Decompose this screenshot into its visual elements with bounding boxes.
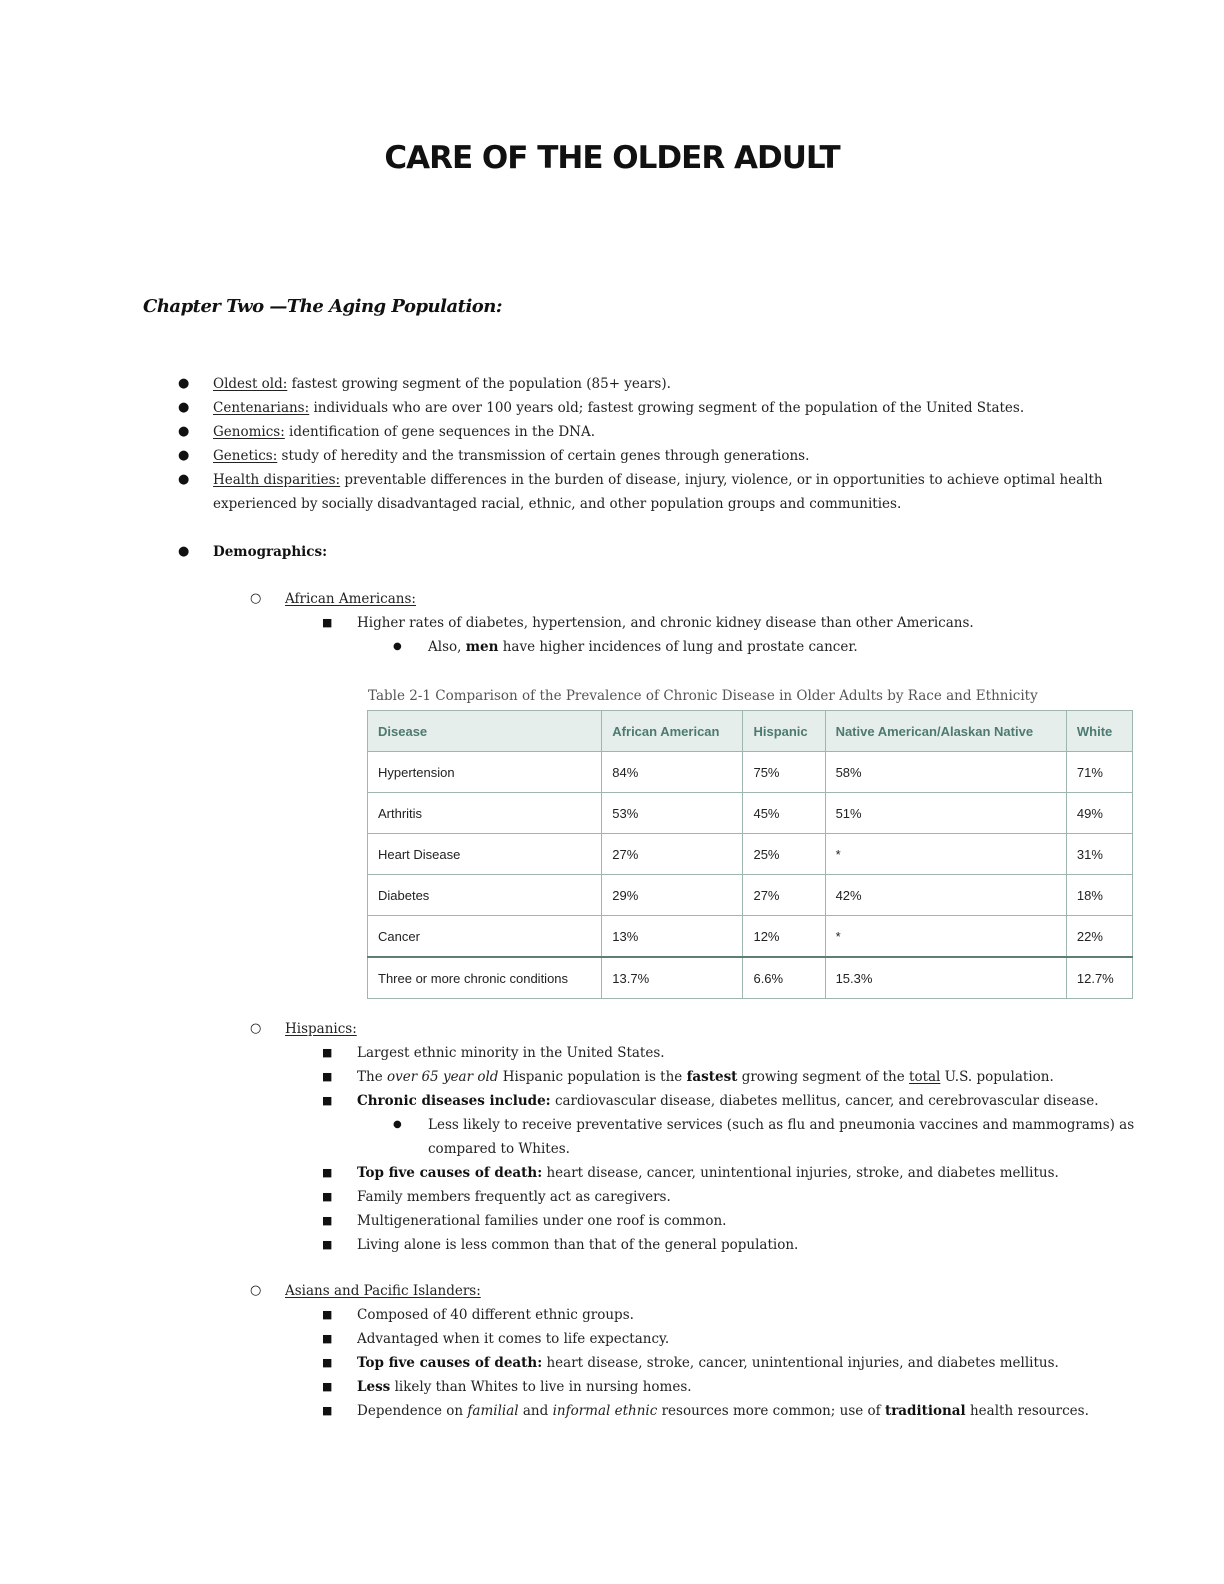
list-item: Also, men have higher incidences of lung and prostate cancer. xyxy=(428,639,858,655)
bullet-square: ■ xyxy=(322,1380,333,1393)
table-cell: 12.7% xyxy=(1066,957,1132,999)
bullet-square: ■ xyxy=(322,1214,333,1227)
list-item: Top five causes of death: heart disease, cancer, unintentional injuries, stroke, and diabetes mellitus. xyxy=(357,1165,1059,1181)
bullet-square: ■ xyxy=(322,1308,333,1321)
table-cell: * xyxy=(825,834,1066,875)
african-americans-heading: African Americans: xyxy=(285,591,416,607)
bullet-circle: ○ xyxy=(250,1021,262,1036)
list-item: Health disparities: preventable differences in the burden of disease, injury, violence, or in opportunities to achieve optimal health xyxy=(213,472,1103,488)
list-item: The over 65 year old Hispanic population is the fastest growing segment of the total U.S. population. xyxy=(357,1069,1054,1085)
column-header: African American xyxy=(602,711,743,752)
column-header: Native American/Alaskan Native xyxy=(825,711,1066,752)
bullet-square: ■ xyxy=(322,1070,333,1083)
list-item: Top five causes of death: heart disease, stroke, cancer, unintentional injuries, and diabetes mellitus. xyxy=(357,1355,1059,1371)
table-cell: 71% xyxy=(1066,752,1132,793)
bullet-square: ■ xyxy=(322,1094,333,1107)
table-cell: 12% xyxy=(743,916,825,958)
list-item: Family members frequently act as caregivers. xyxy=(357,1189,671,1205)
bullet-square: ■ xyxy=(322,1190,333,1203)
column-header: Hispanic xyxy=(743,711,825,752)
term: Genetics: xyxy=(213,448,278,464)
bullet-disc: ● xyxy=(178,376,190,391)
bullet-disc: ● xyxy=(178,400,190,415)
table-cell: 15.3% xyxy=(825,957,1066,999)
term: Genomics: xyxy=(213,424,285,440)
chronic-disease-table xyxy=(367,710,1133,999)
list-item: Advantaged when it comes to life expectancy. xyxy=(357,1331,670,1347)
list-item: Less likely to receive preventative services (such as flu and pneumonia vaccines and mammograms) as xyxy=(428,1117,1135,1133)
bullet-disc: ● xyxy=(393,1119,402,1130)
table-cell: 53% xyxy=(602,793,743,834)
table-cell: Three or more chronic conditions xyxy=(368,957,602,999)
bullet-disc: ● xyxy=(178,448,190,463)
table-row xyxy=(368,875,1133,916)
bullet-square: ■ xyxy=(322,1404,333,1417)
list-item: Multigenerational families under one roof is common. xyxy=(357,1213,727,1229)
list-item: Chronic diseases include: cardiovascular disease, diabetes mellitus, cancer, and cerebrovascular disease. xyxy=(357,1093,1099,1109)
list-item-continuation: compared to Whites. xyxy=(428,1141,570,1157)
bullet-square: ■ xyxy=(322,1046,333,1059)
table-cell: 13.7% xyxy=(602,957,743,999)
list-item: Less likely than Whites to live in nursing homes. xyxy=(357,1379,692,1395)
table-cell: Hypertension xyxy=(368,752,602,793)
bullet-disc: ● xyxy=(393,641,402,652)
table-row xyxy=(368,752,1133,793)
table-cell: 75% xyxy=(743,752,825,793)
table-row xyxy=(368,834,1133,875)
table-cell: 42% xyxy=(825,875,1066,916)
table-cell: * xyxy=(825,916,1066,958)
list-item: Composed of 40 different ethnic groups. xyxy=(357,1307,634,1323)
asians-heading: Asians and Pacific Islanders: xyxy=(285,1283,481,1299)
list-item: Genetics: study of heredity and the transmission of certain genes through generations. xyxy=(213,448,810,464)
table-cell: 31% xyxy=(1066,834,1132,875)
column-header: Disease xyxy=(368,711,602,752)
bullet-square: ■ xyxy=(322,616,333,629)
table-cell: Arthritis xyxy=(368,793,602,834)
bullet-circle: ○ xyxy=(250,591,262,606)
table-cell: 51% xyxy=(825,793,1066,834)
table-cell: 6.6% xyxy=(743,957,825,999)
table-cell: 84% xyxy=(602,752,743,793)
table-row xyxy=(368,916,1133,958)
list-item: Largest ethnic minority in the United States. xyxy=(357,1045,665,1061)
table-cell: 49% xyxy=(1066,793,1132,834)
table-cell: 25% xyxy=(743,834,825,875)
chapter-heading: Chapter Two —The Aging Population: xyxy=(143,296,503,317)
hispanics-heading: Hispanics: xyxy=(285,1021,357,1037)
table-cell: 58% xyxy=(825,752,1066,793)
table-caption: Table 2-1 Comparison of the Prevalence of Chronic Disease in Older Adults by Race and Ethnicity xyxy=(368,688,1038,704)
bullet-disc: ● xyxy=(178,544,190,559)
bullet-disc: ● xyxy=(178,424,190,439)
list-item: Dependence on familial and informal ethnic resources more common; use of traditional health resources. xyxy=(357,1403,1089,1419)
bullet-square: ■ xyxy=(322,1166,333,1179)
bullet-square: ■ xyxy=(322,1332,333,1345)
list-item-continuation: experienced by socially disadvantaged racial, ethnic, and other population groups and communities. xyxy=(213,496,902,512)
list-item: Centenarians: individuals who are over 100 years old; fastest growing segment of the population of the United States. xyxy=(213,400,1025,416)
list-item: Oldest old: fastest growing segment of the population (85+ years). xyxy=(213,376,671,392)
list-item: Genomics: identification of gene sequences in the DNA. xyxy=(213,424,596,440)
bullet-disc: ● xyxy=(178,472,190,487)
column-header: White xyxy=(1066,711,1132,752)
table-cell: Diabetes xyxy=(368,875,602,916)
table-cell: 45% xyxy=(743,793,825,834)
term: Oldest old: xyxy=(213,376,288,392)
bullet-circle: ○ xyxy=(250,1283,262,1298)
term: Health disparities: xyxy=(213,472,341,488)
bullet-square: ■ xyxy=(322,1356,333,1369)
table-cell: 27% xyxy=(743,875,825,916)
table-header-row xyxy=(368,711,1133,752)
table-cell: Cancer xyxy=(368,916,602,958)
page-title: CARE OF THE OLDER ADULT xyxy=(384,140,840,176)
list-item: Living alone is less common than that of the general population. xyxy=(357,1237,799,1253)
table-cell: 13% xyxy=(602,916,743,958)
table-cell: 29% xyxy=(602,875,743,916)
table-row xyxy=(368,793,1133,834)
table-cell: 27% xyxy=(602,834,743,875)
table-cell: 22% xyxy=(1066,916,1132,958)
table-cell: 18% xyxy=(1066,875,1132,916)
list-item: Higher rates of diabetes, hypertension, and chronic kidney disease than other Americans. xyxy=(357,615,974,631)
table-cell: Heart Disease xyxy=(368,834,602,875)
table-row xyxy=(368,957,1133,999)
bullet-square: ■ xyxy=(322,1238,333,1251)
demographics-heading: Demographics: xyxy=(213,544,328,560)
term: Centenarians: xyxy=(213,400,310,416)
